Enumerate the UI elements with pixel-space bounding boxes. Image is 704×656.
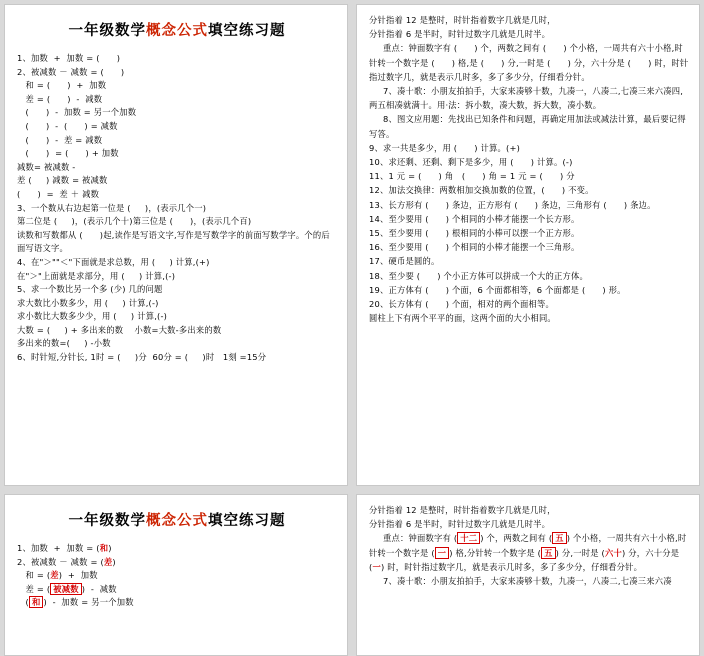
body-line: 分针指着 6 是半时，时针过数字几就是几时半。 — [369, 519, 551, 530]
body-line: 3、一个数从右边起第一位是 ( )，(表示几个一) — [17, 202, 207, 213]
title-prefix: 一年级数学 — [68, 513, 146, 529]
line-tail: ) - 加数 = 另一个加数 — [43, 597, 134, 608]
body-line: 差 ( ) 减数 = 被减数 — [17, 175, 108, 186]
body-line-filled — [369, 531, 689, 574]
body-line: 7、凑十歌：小朋友拍拍手，大家来凑够十数，九凑一，八凑二,七凑三来六凑 — [383, 576, 672, 587]
body-line: 6、时针短,分针长, 1时 = ( )分 60分 = ( )时 1刻 =15分 — [17, 352, 267, 363]
answer: 和 — [99, 543, 109, 553]
body-line: 10、求还剩、还剩、剩下是多少，用 ( ) 计算。(-) — [369, 157, 573, 168]
title-highlight: 概念公式 — [146, 513, 208, 529]
body-line: 9、求一共是多少，用 ( ) 计算。(+) — [369, 142, 521, 153]
body-line — [17, 556, 337, 570]
line-tail: ) - 减数 — [81, 583, 117, 594]
body-line — [17, 596, 337, 610]
line-lead: 重点：钟面数字有 ( — [383, 533, 458, 544]
document-page-2[interactable] — [356, 4, 700, 486]
answer: 十二 — [457, 532, 480, 544]
body-line: 求大数比小数多少，用 ( ) 计算,(-) — [17, 297, 159, 308]
title-prefix: 一年级数学 — [68, 23, 146, 39]
document-page-1[interactable] — [4, 4, 348, 486]
line-text: ( — [17, 597, 29, 608]
body-line: 18、至少要 ( ) 个小正方体可以拼成一个大的正方体。 — [369, 270, 588, 281]
body-line: 11、1 元 = ( ) 角 ( ) 角 = 1 元 = ( ) 分 — [369, 171, 575, 182]
line-text: 1、加数 + 加数 = ( — [17, 543, 100, 553]
line-text: 和 = ( — [17, 570, 51, 581]
line-mid: ) 分，六十分是 ( — [369, 547, 683, 572]
body-line: 2、被减数 － 减数 = ( ) — [17, 66, 125, 77]
body-line: 5、求一个数比另一个多 (少) 几的问题 — [17, 284, 163, 295]
line-mid: ) 个小格，一周共有六十小格,时针转一个数字是 ( — [369, 533, 687, 558]
line-mid: ) 个，两数之间有 ( — [480, 533, 553, 544]
body-line: 差 = ( ) - 减数 — [17, 93, 103, 104]
answer: 六十 — [605, 547, 622, 558]
body-line: 圆柱上下有两个平平的面，这两个面的大小相同。 — [369, 313, 556, 324]
body-line: 7、凑十歌：小朋友拍拍手，大家来凑够十数，九凑一，八凑二,七凑三来六凑四,两五相凑就满十。用·法：拆小数，凑大数，拆大数，凑小数。 — [369, 86, 684, 111]
body-line: 分针指着 6 是半时，时针过数字几就是几时半。 — [369, 29, 551, 40]
line-mid: ) 分,一时是 ( — [555, 547, 605, 558]
body-line: 14、至少要用 ( ) 个相同的小棒才能摆一个长方形。 — [369, 213, 580, 224]
body-line — [17, 569, 337, 583]
body-line: 13、长方形有 ( ) 条边，正方形有 ( ) 条边，三角形有 ( ) 条边。 — [369, 199, 656, 210]
body-line: 大数 = ( ) + 多出来的数 小数=大数-多出来的数 — [17, 324, 222, 335]
page-title — [17, 509, 337, 530]
body-line: 和 = ( ) + 加数 — [17, 80, 107, 91]
line-tail: ) — [112, 556, 116, 567]
title-suffix: 填空练习题 — [208, 23, 286, 39]
body-line: 减数= 被减数 - — [17, 161, 76, 172]
body-line: 15、至少要用 ( ) 根相同的小棒可以摆一个正方形。 — [369, 228, 580, 239]
body-line: ( ) = 差 ＋ 减数 — [17, 188, 100, 199]
body-line: 17、硬币是圆的。 — [369, 256, 440, 267]
body-line — [17, 583, 337, 597]
body-line: ( ) = ( ) + 加数 — [17, 148, 119, 159]
line-text: 2、被减数 － 减数 = ( — [17, 556, 104, 567]
body-line: 分针指着 12 是整时，时针指着数字几就是几时， — [369, 505, 556, 515]
body-line — [17, 542, 337, 556]
body-line: ( ) - 加数 = 另一个加数 — [17, 107, 137, 118]
document-page-3[interactable] — [4, 494, 348, 656]
line-mid: ) 时，时针指过数字几，就是表示几时多，多了多少分，仔细看分针。 — [380, 561, 643, 572]
body-line: 读数和写数都从 ( )起,读作是写语文字,写作是写数学字的前面写数学字。个的后面写语文字。 — [17, 229, 330, 254]
body-line: 第二位是 ( )，(表示几个十)第三位是 ( )，(表示几个百) — [17, 216, 252, 227]
body-line: ( ) - ( ) = 减数 — [17, 120, 118, 131]
body-line: 重点：钟面数字有 ( ) 个，两数之间有 ( ) 个小格，一周共有六十小格,时针转一个数字是 ( ) 格,是 ( ) 分,一时是 ( ) 分，六十分是 ( ) 时，时针指过数字几，就是表示几时多，多了多少分，仔细看分针。 — [369, 43, 689, 82]
body-line: ( ) - 差 = 减数 — [17, 134, 103, 145]
answer: 被减数 — [50, 583, 82, 595]
answer: 五 — [541, 547, 556, 559]
page-title — [17, 19, 337, 40]
line-mid: ) 格,分针转一个数字是 ( — [449, 547, 542, 558]
answer: 一 — [372, 561, 381, 572]
body-line: 12、加法交换律：两数相加交换加数的位置，( ) 不变。 — [369, 185, 594, 196]
body-line: 16、至少要用 ( ) 个相同的小棒才能摆一个三角形。 — [369, 242, 580, 253]
line-tail: ) + 加数 — [58, 570, 98, 581]
title-suffix: 填空练习题 — [208, 513, 286, 529]
answer: 差 — [50, 570, 59, 581]
body-line: 分针指着 12 是整时，时针指着数字几就是几时， — [369, 15, 556, 25]
answer: 和 — [29, 596, 44, 608]
body-line: 8、图文应用题：先找出已知条件和问题，再确定用加法或减法计算，最后要记得写答。 — [369, 114, 686, 139]
body-line: 在"＞"上面就是求部分，用 ( ) 计算,(-) — [17, 270, 176, 281]
line-tail: ) — [108, 543, 112, 553]
body-line: 4、在"＞""＜"下面就是求总数，用 ( ) 计算,(+) — [17, 256, 210, 267]
body-line: 19、正方体有 ( ) 个面，6 个面都相等，6 个面都是 ( ) 形。 — [369, 284, 626, 295]
document-page-4[interactable] — [356, 494, 700, 656]
body-line: 多出来的数=( ) -小数 — [17, 338, 111, 349]
answer: 差 — [103, 556, 113, 567]
body-line: 20、长方体有 ( ) 个面，相对的两个面相等。 — [369, 299, 554, 310]
body-line: 1、加数 + 加数 = ( ) — [17, 53, 121, 63]
answer: 一 — [435, 547, 450, 559]
line-text: 差 = ( — [17, 583, 51, 594]
body-line: 求小数比大数多少少，用 ( ) 计算,(-) — [17, 311, 168, 322]
title-highlight: 概念公式 — [146, 23, 208, 39]
answer: 五 — [552, 532, 567, 544]
